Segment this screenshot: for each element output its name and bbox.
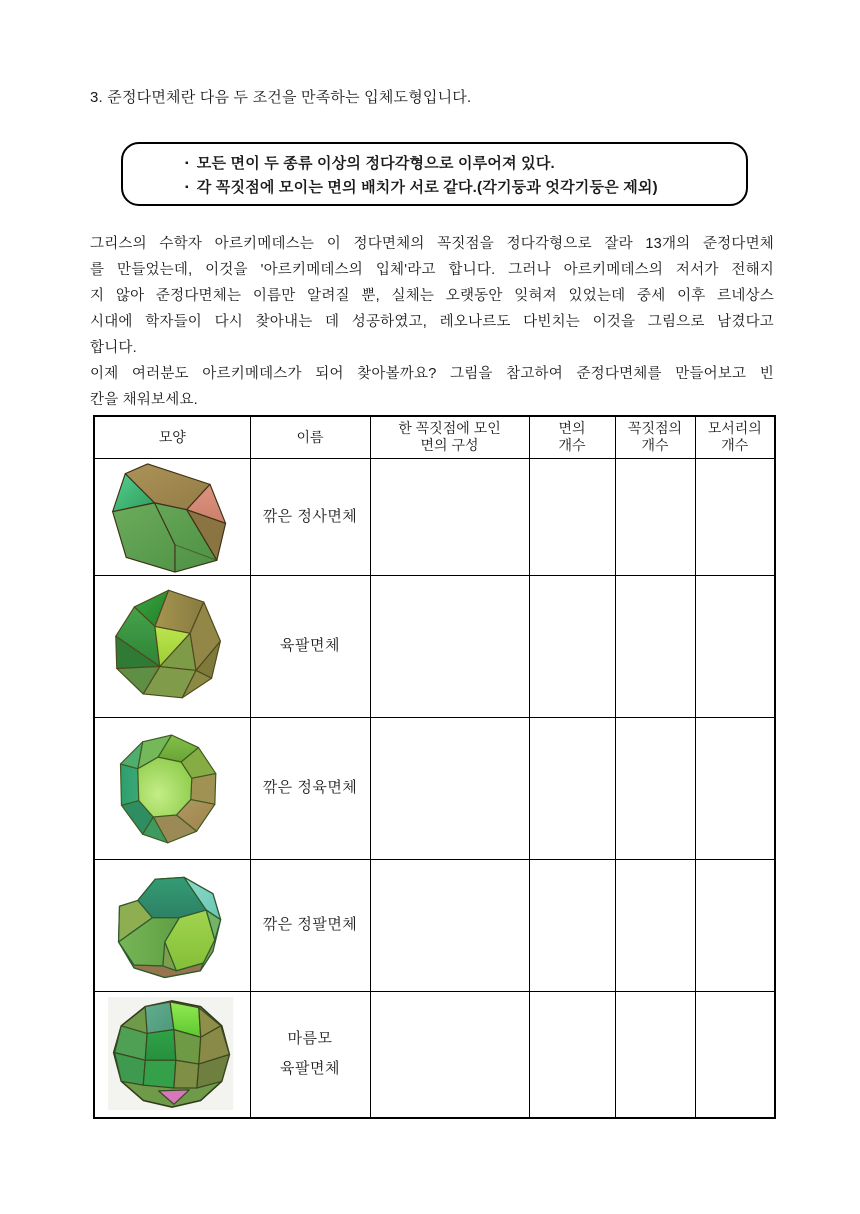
truncated-octahedron-image [107, 864, 237, 986]
polyhedron-name: 마름모 육팔면체 [250, 991, 370, 1118]
answer-cell-vertex-faces [370, 575, 529, 717]
answer-cell-vertex-faces [370, 991, 529, 1118]
section-heading: 3. 준정다면체란 다음 두 조건을 만족하는 입체도형입니다. [90, 89, 472, 106]
answer-cell-edge-count [695, 458, 775, 575]
condition-text: 각 꼭짓점에 모이는 면의 배치가 서로 같다.(각기둥과 엇각기둥은 제외) [196, 179, 658, 196]
cuboctahedron-image [106, 580, 238, 712]
answer-cell-vertex-count [615, 717, 695, 859]
body-line: 합니다. [90, 340, 137, 356]
worksheet-table [93, 415, 776, 1119]
answer-cell-edge-count [695, 859, 775, 991]
answer-cell-face-count [529, 458, 615, 575]
body-line: 시대에 학자들이 다시 찾아내는 데 성공하였고, 레오나르도 다빈치는 이것을 그림으로 남겼다고 [90, 314, 774, 330]
condition-text: 모든 면이 두 종류 이상의 정다각형으로 이루어져 있다. [196, 155, 555, 172]
table-header-row [94, 416, 775, 458]
answer-cell-face-count [529, 717, 615, 859]
answer-cell-vertex-count [615, 458, 695, 575]
header-vertex-count: 꼭짓점의 개수 [615, 416, 695, 458]
answer-cell-edge-count [695, 991, 775, 1118]
answer-cell-vertex-faces [370, 859, 529, 991]
header-edge-count: 모서리의 개수 [695, 416, 775, 458]
answer-cell-vertex-count [615, 859, 695, 991]
square-bullet-icon: ▪ [185, 158, 189, 169]
conditions-box [121, 142, 748, 206]
body-line: 를 만들었는데, 이것을 '아르키메데스의 입체'라고 합니다. 그러나 아르키메데스의 저서가 전해지 [90, 262, 774, 278]
truncated-tetrahedron-image [105, 461, 240, 573]
shape-cell [94, 717, 250, 859]
truncated-cube-image [107, 722, 237, 854]
body-line: 그리스의 수학자 아르키메데스는 이 정다면체의 꼭짓점을 정다각형으로 잘라 13개의 준정다면체 [90, 236, 774, 252]
body-line: 칸을 채워보세요. [90, 392, 198, 408]
header-face-count: 면의 개수 [529, 416, 615, 458]
body-line: 지 않아 준정다면체는 이름만 알려질 뿐, 실체는 오랫동안 잊혀져 있었는데 중세 이후 르네상스 [90, 288, 774, 304]
shape-cell [94, 859, 250, 991]
body-line: 이제 여러분도 아르키메데스가 되어 찾아볼까요? 그림을 참고하여 준정다면체를 만들어보고 빈 [90, 366, 774, 382]
rhombicuboctahedron-image [105, 996, 239, 1113]
header-name: 이름 [250, 416, 370, 458]
square-bullet-icon: ▪ [185, 182, 189, 193]
shape-cell [94, 575, 250, 717]
table-row [94, 575, 775, 717]
answer-cell-face-count [529, 859, 615, 991]
answer-cell-edge-count [695, 717, 775, 859]
answer-cell-edge-count [695, 575, 775, 717]
table-row [94, 859, 775, 991]
polyhedron-name: 육팔면체 [250, 575, 370, 717]
table-row [94, 458, 775, 575]
condition-item [185, 152, 736, 176]
answer-cell-vertex-count [615, 991, 695, 1118]
table-row [94, 717, 775, 859]
answer-cell-vertex-faces [370, 717, 529, 859]
answer-cell-face-count [529, 991, 615, 1118]
shape-cell [94, 991, 250, 1118]
polyhedron-name: 깎은 정팔면체 [250, 859, 370, 991]
table-row [94, 991, 775, 1118]
condition-item [185, 176, 736, 200]
polyhedron-name: 깎은 정사면체 [250, 458, 370, 575]
shape-cell [94, 458, 250, 575]
answer-cell-vertex-faces [370, 458, 529, 575]
answer-cell-face-count [529, 575, 615, 717]
header-shape: 모양 [94, 416, 250, 458]
answer-cell-vertex-count [615, 575, 695, 717]
body-paragraph [90, 231, 774, 413]
header-vertex-faces: 한 꼭짓점에 모인 면의 구성 [370, 416, 529, 458]
polyhedron-name: 깎은 정육면체 [250, 717, 370, 859]
